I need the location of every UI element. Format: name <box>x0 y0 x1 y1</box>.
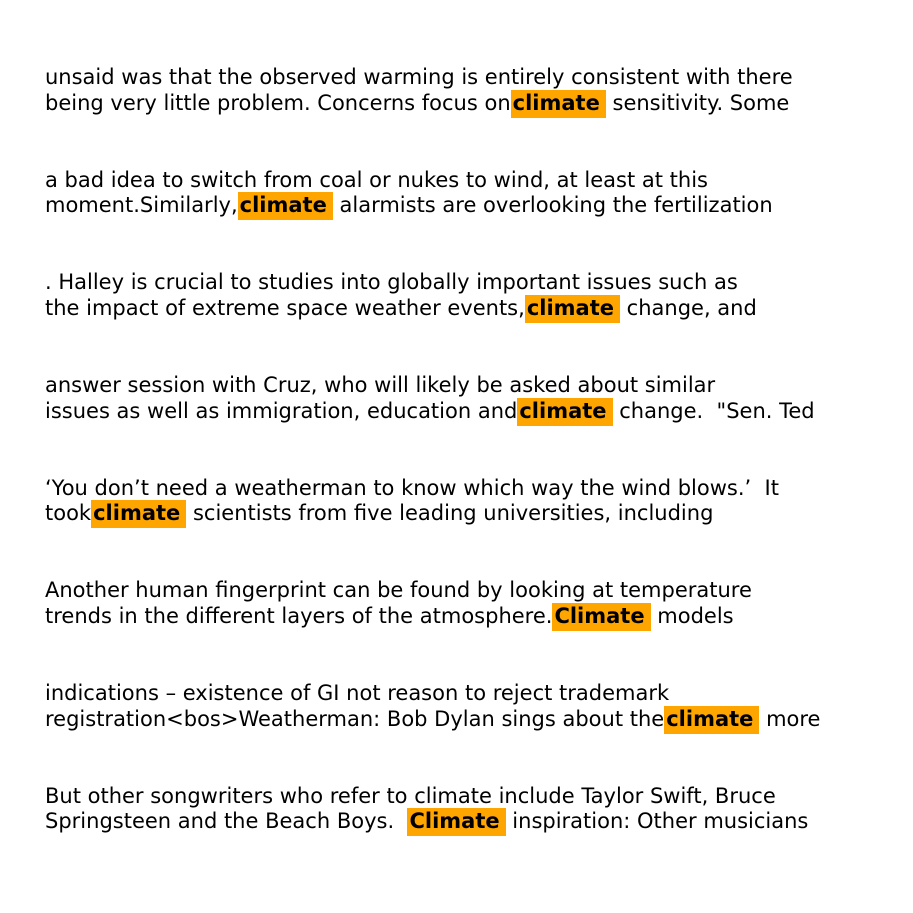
context-before-keyword: being very little problem. Concerns focus on <box>45 90 511 115</box>
context-before-keyword: took <box>45 501 92 526</box>
concordance-snippet-5 <box>45 476 893 527</box>
snippet-line-2 <box>45 707 893 733</box>
context-after-keyword: sensitivity. Some <box>605 90 790 115</box>
concordance-snippet-4 <box>45 373 893 424</box>
concordance-snippet-2 <box>45 168 893 219</box>
keyword-highlight: climate <box>517 398 612 426</box>
snippet-line-2 <box>45 296 893 322</box>
snippet-line-1: ‘You don’t need a weatherman to know which way the wind blows.’ It <box>45 475 779 500</box>
keyword-highlight: Climate <box>552 603 650 631</box>
snippet-line-1: Another human fingerprint can be found by looking at temperature <box>45 578 752 603</box>
concordance-snippet-6 <box>45 578 893 629</box>
keyword-highlight: climate <box>511 90 606 118</box>
snippet-line-1: answer session with Cruz, who will likely be asked about similar <box>45 373 716 398</box>
context-before-keyword: registration<bos>Weatherman: Bob Dylan sings about the <box>45 706 665 731</box>
context-after-keyword: change, and <box>620 295 757 320</box>
snippet-line-2 <box>45 604 893 630</box>
snippet-line-2 <box>45 193 893 219</box>
snippet-line-2 <box>45 501 893 527</box>
keyword-highlight: climate <box>91 500 186 528</box>
keyword-highlight: climate <box>664 706 759 734</box>
keyword-highlight: climate <box>238 192 333 220</box>
snippet-line-1: indications – existence of GI not reason to reject trademark <box>45 681 670 706</box>
concordance-snippet-7 <box>45 681 893 732</box>
snippet-line-1: a bad idea to switch from coal or nukes to wind, at least at this <box>45 167 708 192</box>
context-before-keyword: Springsteen and the Beach Boys. <box>45 809 408 834</box>
snippet-line-1: unsaid was that the observed warming is entirely consistent with there <box>45 65 793 89</box>
snippet-line-1: . Halley is crucial to studies into globally important issues such as <box>45 270 738 295</box>
snippet-line-2 <box>45 91 893 117</box>
context-after-keyword: inspiration: Other musicians <box>505 809 809 834</box>
context-before-keyword: issues as well as immigration, education and <box>45 398 518 423</box>
snippet-line-1: But other songwriters who refer to climate include Taylor Swift, Bruce <box>45 783 776 808</box>
keyword-highlight: climate <box>525 295 620 323</box>
concordance-snippet-8 <box>45 784 893 835</box>
context-after-keyword: change. "Sen. Ted <box>612 398 815 423</box>
keyword-highlight: Climate <box>407 808 505 836</box>
concordance-snippet-3 <box>45 270 893 321</box>
context-before-keyword: moment.Similarly, <box>45 193 238 218</box>
context-before-keyword: the impact of extreme space weather events, <box>45 295 525 320</box>
context-after-keyword: alarmists are overlooking the fertilization <box>332 193 773 218</box>
concordance-snippet-1 <box>45 65 893 116</box>
snippet-line-2 <box>45 399 893 425</box>
context-before-keyword: trends in the different layers of the atmosphere. <box>45 604 553 629</box>
snippet-line-2 <box>45 809 893 835</box>
context-after-keyword: models <box>650 604 734 629</box>
context-after-keyword: more <box>759 706 821 731</box>
context-after-keyword: scientists from five leading universities, including <box>186 501 714 526</box>
